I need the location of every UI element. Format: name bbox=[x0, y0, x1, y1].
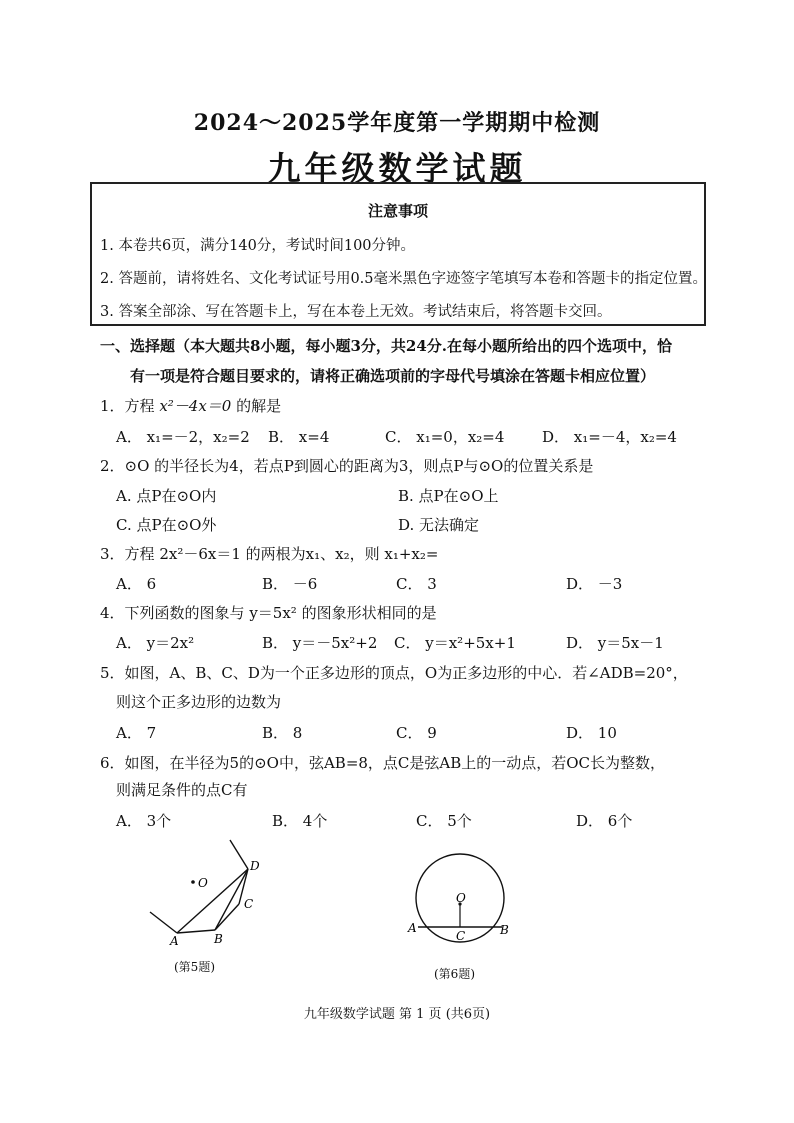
q5-stem-line1 bbox=[100, 662, 688, 683]
q1-option-a: A． x₁=－2，x₂=2 bbox=[116, 428, 250, 446]
q4-option-b: B． y＝－5x²+2 bbox=[262, 634, 378, 652]
fig6-label-a: A bbox=[408, 921, 417, 935]
fig5-center-point bbox=[191, 880, 195, 884]
figure-q5 bbox=[140, 832, 280, 950]
q1-stem bbox=[100, 395, 281, 416]
exam-title: 2024～2025学年度第一学期期中检测 bbox=[193, 110, 601, 136]
notice-item-1: 1. 本卷共6页，满分140分，考试时间100分钟。 bbox=[100, 238, 416, 254]
q1-stem-a: 方程 bbox=[124, 397, 160, 415]
fig5-label-d: D bbox=[250, 859, 260, 873]
q6-option-c: C． 5个 bbox=[416, 812, 472, 830]
q3-option-a: A． 6 bbox=[116, 575, 157, 593]
notice-item-2: 2. 答题前，请将姓名、文化考试证号用0.5毫米黑色字迹签字笔填写本卷和答题卡的指定位置。 bbox=[100, 271, 707, 287]
q4-option-c: C． y＝x²+5x+1 bbox=[394, 634, 516, 652]
q2-stem-text: ⊙O 的半径长为4，若点P到圆心的距离为3，则点P与⊙O的位置关系是 bbox=[124, 457, 594, 475]
fig5-label-a: A bbox=[170, 934, 179, 948]
fig5-edge-left bbox=[150, 912, 177, 933]
section1-title-line1: 一、选择题（本大题共8小题，每小题3分，共24分.在每小题所给出的四个选项中，恰 bbox=[100, 337, 672, 355]
q1-equation: x²－4x＝0 bbox=[159, 397, 232, 415]
q3-option-c: C． 3 bbox=[396, 575, 437, 593]
q1-option-c: C． x₁=0，x₂=4 bbox=[385, 428, 505, 446]
q4-number: 4． bbox=[100, 604, 125, 622]
fig5-edge-top bbox=[230, 840, 248, 869]
q1-number: 1． bbox=[100, 397, 125, 415]
q5-option-c: C． 9 bbox=[396, 724, 437, 742]
q5-option-d: D． 10 bbox=[566, 724, 617, 742]
q1-option-b: B． x=4 bbox=[268, 428, 330, 446]
page-footer: 九年级数学试题 第 1 页 (共6页) bbox=[303, 1007, 491, 1022]
q4-option-a: A． y＝2x² bbox=[116, 634, 195, 652]
q1-option-d: D． x₁=－4，x₂=4 bbox=[542, 428, 677, 446]
q2-option-d: D. 无法确定 bbox=[398, 516, 480, 534]
figure-q6 bbox=[404, 852, 516, 952]
q5-option-a: A． 7 bbox=[116, 724, 157, 742]
figure-q6-caption: (第6题) bbox=[434, 967, 475, 981]
q3-stem-text: 方程 2x²－6x＝1 的两根为x₁、x₂，则 x₁+x₂= bbox=[124, 545, 439, 563]
q1-stem-b: 的解是 bbox=[231, 397, 282, 415]
q3-option-b: B． －6 bbox=[262, 575, 318, 593]
fig5-label-c: C bbox=[244, 897, 254, 911]
fig5-label-b: B bbox=[214, 932, 223, 946]
q2-option-b: B. 点P在⊙O上 bbox=[398, 487, 499, 505]
q4-option-d: D． y＝5x－1 bbox=[566, 634, 664, 652]
q5-stem-text: 如图，A、B、C、D为一个正多边形的顶点，O为正多边形的中心．若∠ADB=20°， bbox=[124, 664, 688, 682]
q3-option-d: D． －3 bbox=[566, 575, 623, 593]
fig5-diagonal-ad bbox=[177, 869, 248, 933]
q2-option-a: A. 点P在⊙O内 bbox=[116, 487, 217, 505]
figure-q5-caption: (第5题) bbox=[174, 960, 215, 974]
q5-number: 5． bbox=[100, 664, 125, 682]
notice-box bbox=[90, 182, 706, 326]
notice-item-3: 3. 答案全部涂、写在答题卡上，写在本卷上无效。考试结束后，将答题卡交回。 bbox=[100, 304, 612, 320]
q2-option-c: C. 点P在⊙O外 bbox=[116, 516, 217, 534]
q5-option-b: B． 8 bbox=[262, 724, 303, 742]
fig6-label-o: O bbox=[456, 891, 466, 905]
section1-title-line2: 有一项是符合题目要求的，请将正确选项前的字母代号填涂在答题卡相应位置） bbox=[130, 367, 656, 385]
q6-number: 6． bbox=[100, 754, 125, 772]
q6-stem-text: 如图，在半径为5的⊙O中，弦AB=8，点C是弦AB上的一动点，若OC长为整数， bbox=[124, 754, 666, 772]
q6-option-a: A． 3个 bbox=[116, 812, 172, 830]
q6-option-d: D． 6个 bbox=[576, 812, 633, 830]
q6-stem-line1 bbox=[100, 752, 665, 773]
q2-number: 2． bbox=[100, 457, 125, 475]
q3-number: 3． bbox=[100, 545, 125, 563]
fig5-edge-ab bbox=[177, 930, 215, 933]
notice-heading: 注意事项 bbox=[367, 202, 428, 220]
q6-stem-line2: 则满足条件的点C有 bbox=[116, 781, 248, 799]
q5-stem-line2: 则这个正多边形的边数为 bbox=[116, 693, 282, 711]
q2-stem bbox=[100, 455, 593, 476]
q6-option-b: B． 4个 bbox=[272, 812, 328, 830]
fig6-label-c: C bbox=[456, 929, 466, 943]
q4-stem-text: 下列函数的图象与 y＝5x² 的图象形状相同的是 bbox=[124, 604, 437, 622]
fig5-label-o: O bbox=[198, 876, 208, 890]
subject-title: 九年级数学试题 bbox=[267, 149, 527, 188]
q3-stem bbox=[100, 543, 438, 564]
q4-stem bbox=[100, 602, 437, 623]
fig6-label-b: B bbox=[500, 923, 509, 937]
